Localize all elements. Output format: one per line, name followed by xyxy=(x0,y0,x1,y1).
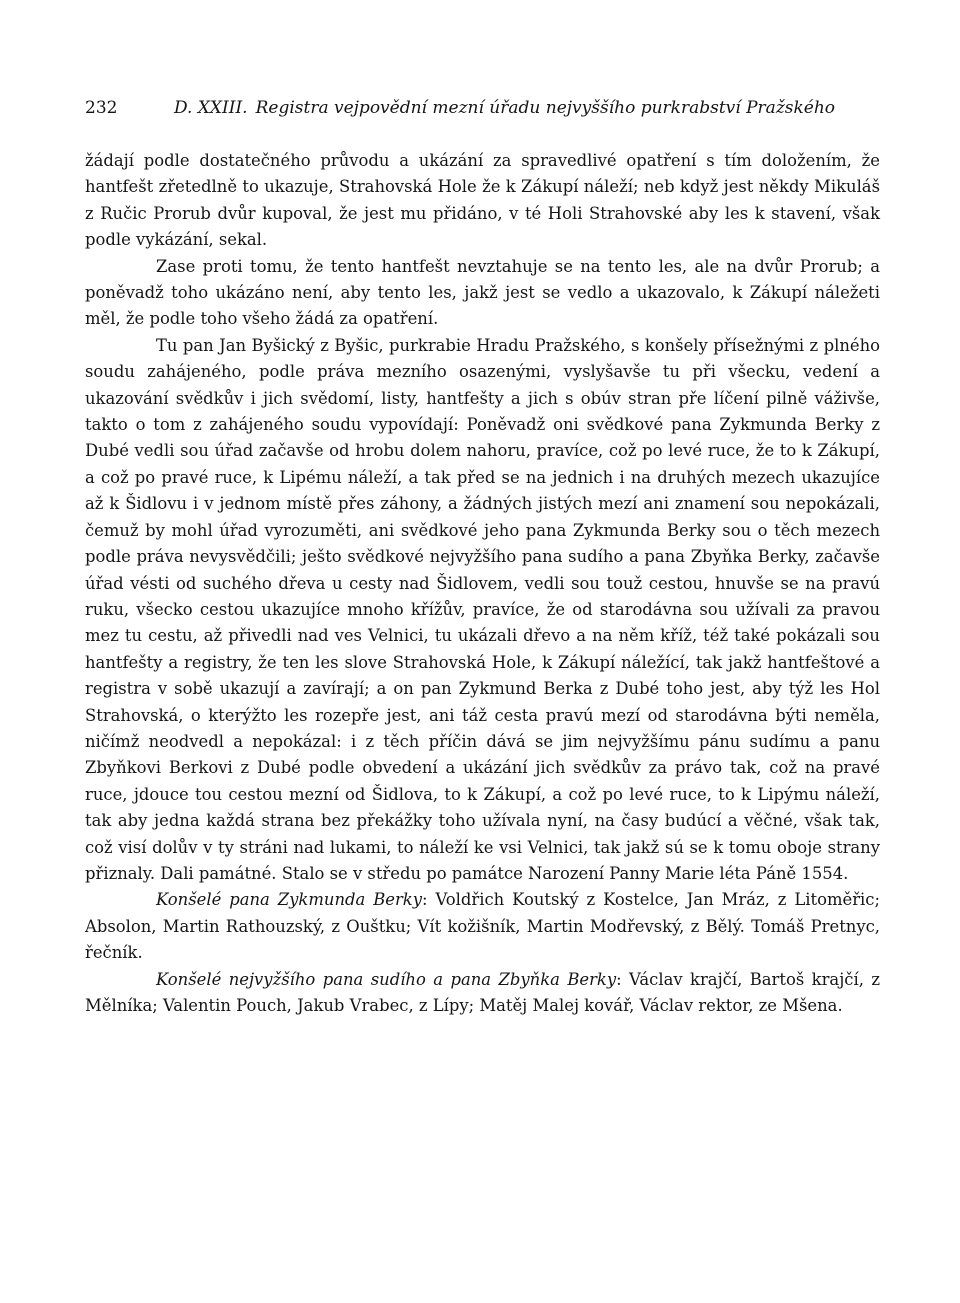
section-id: D. XXIII. xyxy=(174,98,248,118)
councillors-judge-lead: Konšelé nejvyžšího pana sudího a pana Zbyňka Berky xyxy=(156,969,617,989)
page-number: 232 xyxy=(85,98,118,118)
councillors-berka-list: : Voldřich Koutský z Kostelce, Jan Mráz, z Litoměřic; Absolon, Martin Rathouzský, z Ouštku; Vít kožišník, Martin Modřevský, z Bělý. Tomáš Pretnyc, řečník. xyxy=(85,890,880,963)
paragraph-councillors-berka xyxy=(85,887,880,966)
section-title: Registra vejpovědní mezní úřadu nejvyššího purkrabství Pražského xyxy=(255,98,836,118)
paragraph-councillors-judge xyxy=(85,967,880,1020)
body-text xyxy=(85,148,880,1019)
paragraph-verdict: Tu pan Jan Byšický z Byšic, purkrabie Hradu Pražského, s konšely přísežnými z plného soudu zahájeného, podle práva mezního osazenými, vyslyšavše tu při všecku, vedení a ukazování svědkův i jich svědomí, listy, hantfešty a jich s obúv stran pře líčení pilně váživše, takto o tom z zahájeného soudu vypovídají: Poněvadž oni svědkové pana Zykmunda Berky z Dubé vedli sou úřad začavše od hrobu dolem nahoru, pravíce, což po levé ruce, že to k Zákupí, a což po pravé ruce, k Lipému náleží, a tak před se na jednich i na druhých mezech ukazujíce až k Šidlovu i v jednom místě přes záhony, a žádných jistých mezí ani znamení sou nepokázali, čemuž by mohl úřad vyrozuměti, ani svědkové jeho pana Zykmunda Berky sou o těch mezech podle práva nevysvědčili; ješto svědkové nejvyžšího pana sudího a pana Zbyňka Berky, začavše úřad vésti od suchého dřeva u cesty nad Šidlovem, vedli sou touž cestou, hnuvše se na pravú ruku, všecko cestou ukazujíce mnoho křížův, pravíce, že od starodávna sou užívali za pravou mez tu cestu, až přivedli nad ves Velnici, tu ukázali dřevo a na něm kříž, též také pokázali sou hantfešty a registry, že ten les slove Strahovská Hole, k Zákupí náležící, tak jakž hantfeštové a registra v sobě ukazují a zavírají; a on pan Zykmund Berka z Dubé toho jest, aby týž les Hol Strahovská, o kterýžto les rozepře jest, ani táž cesta pravú mezí od starodávna býti neměla, ničímž neodvedl a nepokázal: i z těch příčin dává se jim nejvyžšímu pánu sudímu a panu Zbyňkovi Berkovi z Dubé podle obvedení a ukázání jich svědkův za právo tak, což na pravé ruce, jdouce tou cestou mezní od Šidlova, to k Zákupí, a což po levé ruce, to k Lipýmu náleží, tak aby jedna každá strana bez překážky toho užívala nyní, na časy budúcí a věčné, však tak, což visí dolův v ty stráni nad lukami, to náleží ke vsi Velnici, tak jakž sú se k tomu oboje strany přiznaly. Dali památné. Stalo se v středu po památce Narození Panny Marie léta Páně 1554. xyxy=(85,335,880,883)
running-head xyxy=(85,98,880,134)
document-page xyxy=(85,98,880,1019)
paragraph-counterclaim: Zase proti tomu, že tento hantfešt nevztahuje se na tento les, ale na dvůr Prorub; a poněvadž toho ukázáno není, aby tento les, jakž jest se vedlo a ukazovalo, k Zákupí náležeti měl, že podle toho všeho žádá za opatření. xyxy=(85,256,880,329)
paragraph-continuation: žádají podle dostatečného průvodu a ukázání za spravedlivé opatření s tím doložením, že hantfešt zřetedlně to ukazuje, Strahovská Hole že k Zákupí náleží; neb když jest někdy Mikuláš z Ručic Prorub dvůr kupoval, že jest mu přidáno, v té Holi Strahovské aby les k stavení, však podle vykázání, sekal. xyxy=(85,151,880,250)
councillors-judge-list: : Václav krajčí, Bartoš krajčí, z Mělníka; Valentin Pouch, Jakub Vrabec, z Lípy; Matěj Malej kovář, Václav rektor, ze Mšena. xyxy=(85,969,880,1015)
section-heading xyxy=(174,98,835,118)
councillors-berka-lead: Konšelé pana Zykmunda Berky xyxy=(156,890,422,910)
